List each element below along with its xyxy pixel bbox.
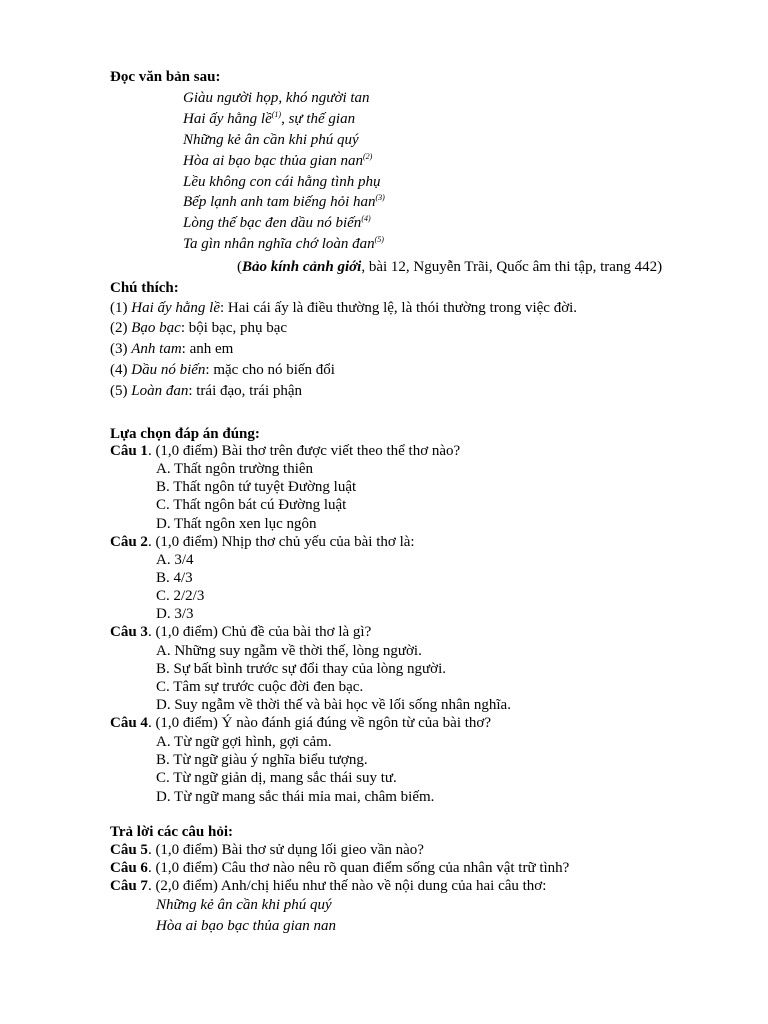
- question: Câu 5. (1,0 điểm) Bài thơ sử dụng lối gieo vần nào?: [110, 842, 424, 858]
- footnote-ref: (4): [361, 214, 371, 223]
- quoted-verse: Hòa ai bạo bạc thủa gian nan: [156, 918, 336, 934]
- note-item: (3) Anh tam: anh em: [110, 341, 234, 357]
- answer-option: A. 3/4: [156, 552, 194, 568]
- answer-option: B. Sự bất bình trước sự đổi thay của lòng người.: [156, 661, 447, 677]
- answer-option: B. 4/3: [156, 570, 193, 586]
- footnote-ref: (2): [363, 152, 373, 161]
- source-title: Bảo kính cảnh giới: [242, 259, 362, 275]
- quoted-verse: Những kẻ ân cần khi phú quý: [156, 897, 332, 913]
- note-item: (5) Loàn đan: trái đạo, trái phận: [110, 383, 303, 399]
- question: Câu 6. (1,0 điểm) Câu thơ nào nêu rõ quan điểm sống của nhân vật trữ tình?: [110, 860, 570, 876]
- answer-option: B. Thất ngôn tứ tuyệt Đường luật: [156, 479, 357, 495]
- poem-source: (Bảo kính cảnh giới, bài 12, Nguyễn Trãi, Quốc âm thi tập, trang 442): [237, 259, 663, 275]
- reading-heading: Đọc văn bản sau:: [110, 69, 221, 85]
- poem-line: Lòng thế bạc đen dầu nó biến$^{(4)}$: [183, 214, 371, 231]
- answer-option: D. 3/3: [156, 606, 194, 622]
- poem-line: Bếp lạnh anh tam biếng hỏi han$^{(3)}$: [183, 193, 385, 210]
- footnote-ref: (3): [375, 193, 385, 202]
- footnote-ref: (5): [374, 235, 384, 244]
- open-heading: Trả lời các câu hỏi:: [110, 824, 234, 840]
- question: Câu 4. (1,0 điểm) Ý nào đánh giá đúng về ngôn từ của bài thơ?: [110, 715, 491, 731]
- answer-option: C. Từ ngữ giản dị, mang sắc thái suy tư.: [156, 770, 397, 786]
- poem-line: Những kẻ ân cần khi phú quý: [183, 132, 359, 148]
- answer-option: A. Thất ngôn trường thiên: [156, 461, 314, 477]
- note-item: (4) Dầu nó biến: mặc cho nó biến đổi: [110, 362, 335, 378]
- poem-line: Lều không con cái hằng tình phụ: [183, 174, 381, 190]
- note-item: (1) Hai ấy hằng lề: Hai cái ấy là điều thường lệ, là thói thường trong việc đời.: [110, 300, 578, 316]
- question: Câu 2. (1,0 điểm) Nhịp thơ chủ yếu của bài thơ là:: [110, 534, 415, 550]
- answer-option: C. 2/2/3: [156, 588, 205, 604]
- answer-option: A. Từ ngữ gợi hình, gợi cảm.: [156, 734, 332, 750]
- mc-heading: Lựa chọn đáp án đúng:: [110, 426, 260, 442]
- poem-line: Hai ấy hằng lề$^{(1)}$, sự thế gian: [183, 110, 356, 127]
- question: Câu 7. (2,0 điểm) Anh/chị hiểu như thế nào về nội dung của hai câu thơ:: [110, 878, 547, 894]
- answer-option: B. Từ ngữ giàu ý nghĩa biểu tượng.: [156, 752, 368, 768]
- answer-option: A. Những suy ngẫm về thời thế, lòng người.: [156, 643, 422, 659]
- poem-line: Ta gìn nhân nghĩa chớ loàn đan$^{(5)}$: [183, 235, 384, 252]
- answer-option: C. Thất ngôn bát cú Đường luật: [156, 497, 347, 513]
- answer-option: D. Thất ngôn xen lục ngôn: [156, 516, 317, 532]
- note-item: (2) Bạo bạc: bội bạc, phụ bạc: [110, 320, 288, 336]
- poem-line: Hòa ai bạo bạc thủa gian nan$^{(2)}$: [183, 152, 373, 169]
- answer-option: D. Từ ngữ mang sắc thái mỉa mai, châm biếm.: [156, 789, 435, 805]
- notes-heading: Chú thích:: [110, 280, 179, 296]
- question: Câu 3. (1,0 điểm) Chủ đề của bài thơ là gì?: [110, 624, 372, 640]
- question: Câu 1. (1,0 điểm) Bài thơ trên được viết theo thể thơ nào?: [110, 443, 461, 459]
- poem-line: Giàu người họp, khó người tan: [183, 90, 370, 106]
- answer-option: D. Suy ngẫm về thời thế và bài học về lối sống nhân nghĩa.: [156, 697, 511, 713]
- footnote-ref: (1): [271, 110, 282, 119]
- answer-option: C. Tâm sự trước cuộc đời đen bạc.: [156, 679, 364, 695]
